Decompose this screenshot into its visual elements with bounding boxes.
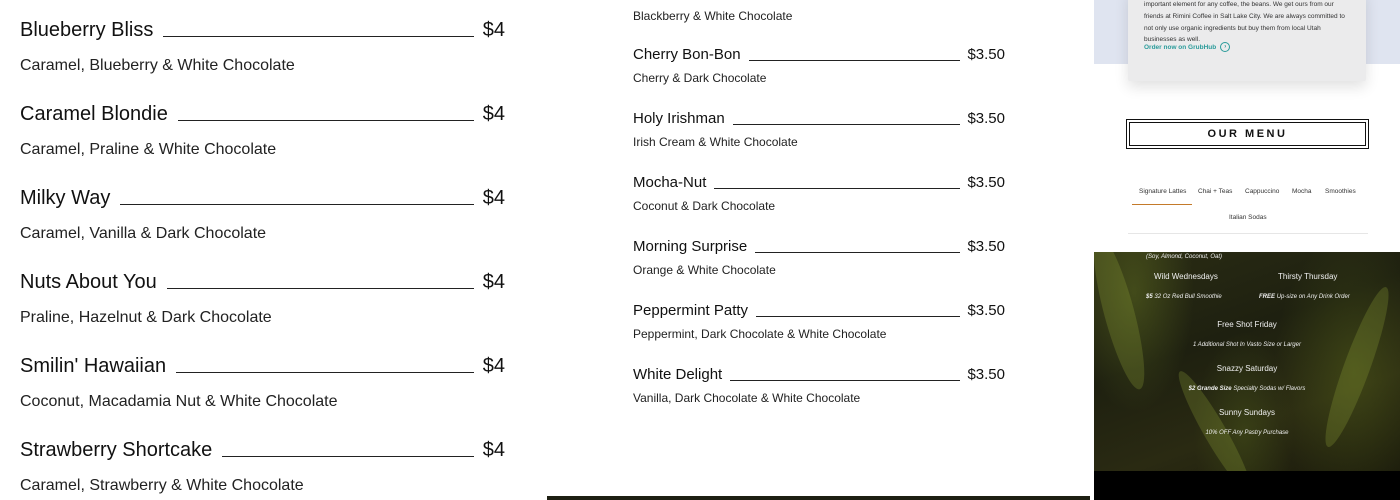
order-grubhub-link[interactable] bbox=[1144, 42, 1230, 52]
menu-item-description: Caramel, Vanilla & Dark Chocolate bbox=[20, 225, 267, 242]
menu-item-price: $3.50 bbox=[967, 238, 1005, 255]
tab-smoothies[interactable]: Smoothies bbox=[1325, 188, 1356, 195]
menu-item-name: Blueberry Bliss bbox=[20, 19, 154, 41]
menu-item-description: Orange & White Chocolate bbox=[633, 263, 776, 277]
active-tab-indicator bbox=[1132, 204, 1192, 205]
menu-item bbox=[633, 236, 1005, 278]
dotted-leader bbox=[222, 456, 473, 457]
menu-item-name: Cherry Bon-Bon bbox=[633, 46, 741, 63]
milk-options-note: (Soy, Almond, Coconut, Oat) bbox=[1146, 254, 1223, 260]
specials-section bbox=[1094, 252, 1400, 471]
medium-menu-panel bbox=[547, 0, 1090, 500]
menu-item-name: Milky Way bbox=[20, 187, 111, 209]
menu-item-name: Strawberry Shortcake bbox=[20, 439, 213, 461]
menu-item-price: $4 bbox=[482, 271, 505, 293]
our-menu-heading: OUR MENU bbox=[1129, 122, 1366, 146]
promo-title: Wild Wednesdays bbox=[1154, 272, 1218, 281]
tab-chai-teas[interactable]: Chai + Teas bbox=[1198, 188, 1233, 195]
menu-item bbox=[633, 364, 1005, 406]
tab-cappuccino[interactable]: Cappuccino bbox=[1245, 188, 1280, 195]
menu-item-description: Caramel, Strawberry & White Chocolate bbox=[20, 477, 304, 494]
promo-highlight: FREE bbox=[1259, 294, 1276, 300]
promo-title: Snazzy Saturday bbox=[1216, 364, 1278, 373]
menu-item-price: $4 bbox=[482, 187, 505, 209]
menu-item bbox=[20, 16, 505, 76]
menu-item-name: Holy Irishman bbox=[633, 110, 725, 127]
menu-item-description: Irish Cream & White Chocolate bbox=[633, 135, 798, 149]
menu-item bbox=[633, 44, 1005, 86]
card-text-line: not only use organic ingredients but buy them from local Utah bbox=[1144, 24, 1321, 32]
dotted-leader bbox=[163, 36, 473, 37]
menu-item-price: $3.50 bbox=[967, 366, 1005, 383]
menu-item-description: Cherry & Dark Chocolate bbox=[633, 71, 767, 85]
menu-item-description: Coconut, Macadamia Nut & White Chocolate bbox=[20, 393, 338, 410]
menu-tabs bbox=[1128, 182, 1368, 234]
order-link-label: Order now on GrubHub bbox=[1144, 43, 1217, 51]
dotted-leader bbox=[167, 288, 474, 289]
menu-item-name: Mocha-Nut bbox=[633, 174, 707, 191]
menu-item-price: $4 bbox=[482, 355, 505, 377]
large-menu-panel bbox=[0, 0, 547, 500]
site-preview-panel bbox=[1094, 0, 1400, 500]
menu-item-price: $4 bbox=[482, 103, 505, 125]
tab-signature-lattes[interactable]: Signature Lattes bbox=[1139, 188, 1187, 195]
footer-band bbox=[1094, 471, 1400, 500]
menu-item-name: Morning Surprise bbox=[633, 238, 748, 255]
menu-item-price: $3.50 bbox=[967, 174, 1005, 191]
dotted-leader bbox=[176, 372, 474, 373]
menu-item-description: Caramel, Blueberry & White Chocolate bbox=[20, 57, 295, 74]
dotted-leader bbox=[178, 120, 474, 121]
dotted-leader bbox=[714, 188, 960, 189]
promo-detail bbox=[1146, 294, 1222, 300]
promo-detail: 1 Additional Shot In Vasto Size or Larger bbox=[1193, 342, 1301, 348]
menu-item-description: Caramel, Praline & White Chocolate bbox=[20, 141, 277, 158]
dotted-leader bbox=[749, 60, 961, 61]
promo-title: Free Shot Friday bbox=[1217, 320, 1277, 329]
menu-item-name: Peppermint Patty bbox=[633, 302, 749, 319]
dotted-leader bbox=[120, 204, 473, 205]
image-strip bbox=[547, 496, 1090, 500]
menu-item-price: $3.50 bbox=[967, 110, 1005, 127]
menu-item-name: White Delight bbox=[633, 366, 723, 383]
tab-italian-sodas[interactable]: Italian Sodas bbox=[1229, 214, 1267, 221]
promo-detail-text: Up-size on Any Drink Order bbox=[1276, 294, 1350, 300]
promo-detail-text: 32 Oz Red Bull Smoothie bbox=[1154, 294, 1222, 300]
menu-item-description: Peppermint, Dark Chocolate & White Chocolate bbox=[633, 327, 887, 341]
menu-item-price: $3.50 bbox=[967, 46, 1005, 63]
menu-item-description: Coconut & Dark Chocolate bbox=[633, 199, 776, 213]
menu-item-name: Nuts About You bbox=[20, 271, 157, 293]
menu-item bbox=[20, 100, 505, 160]
menu-item bbox=[20, 184, 505, 244]
dotted-leader bbox=[733, 124, 961, 125]
menu-item-name: Smilin' Hawaiian bbox=[20, 355, 167, 377]
arrow-circle-icon: › bbox=[1220, 42, 1230, 52]
menu-item bbox=[20, 436, 505, 496]
card-text-line: important element for any coffee, the beans. We get ours from our bbox=[1144, 1, 1334, 8]
menu-item-description: Blackberry & White Chocolate bbox=[633, 9, 793, 23]
menu-item-price: $3.50 bbox=[967, 302, 1005, 319]
promo-detail-text: Specialty Sodas w/ Flavors bbox=[1233, 386, 1306, 392]
promo-highlight: $5 bbox=[1146, 294, 1153, 300]
promo-title: Thirsty Thursday bbox=[1278, 272, 1338, 281]
dotted-leader bbox=[730, 380, 960, 381]
menu-item bbox=[633, 172, 1005, 214]
promo-detail bbox=[1259, 294, 1350, 300]
menu-item bbox=[633, 108, 1005, 150]
menu-item bbox=[20, 268, 505, 328]
tab-mocha[interactable]: Mocha bbox=[1292, 188, 1312, 195]
dotted-leader bbox=[755, 252, 960, 253]
card-text-line: friends at Rimini Coffee in Salt Lake City. We are always committed to bbox=[1144, 12, 1345, 20]
menu-item-description: Vanilla, Dark Chocolate & White Chocolate bbox=[633, 391, 861, 405]
menu-item bbox=[20, 352, 505, 412]
menu-item bbox=[633, 300, 1005, 342]
leaf-decoration bbox=[1170, 366, 1259, 471]
menu-item-price: $4 bbox=[482, 19, 505, 41]
dotted-leader bbox=[756, 316, 960, 317]
menu-item-description: Praline, Hazelnut & Dark Chocolate bbox=[20, 309, 272, 326]
promo-title: Sunny Sundays bbox=[1218, 408, 1276, 417]
promo-highlight: $2 Grande Size bbox=[1188, 386, 1232, 392]
menu-item-name: Caramel Blondie bbox=[20, 103, 168, 125]
card-text-line: businesses as well. bbox=[1144, 36, 1200, 44]
menu-item-price: $4 bbox=[482, 439, 505, 461]
promo-detail bbox=[1094, 386, 1400, 392]
promo-detail: 10% OFF Any Pastry Purchase bbox=[1205, 430, 1289, 436]
about-card bbox=[1128, 0, 1366, 81]
